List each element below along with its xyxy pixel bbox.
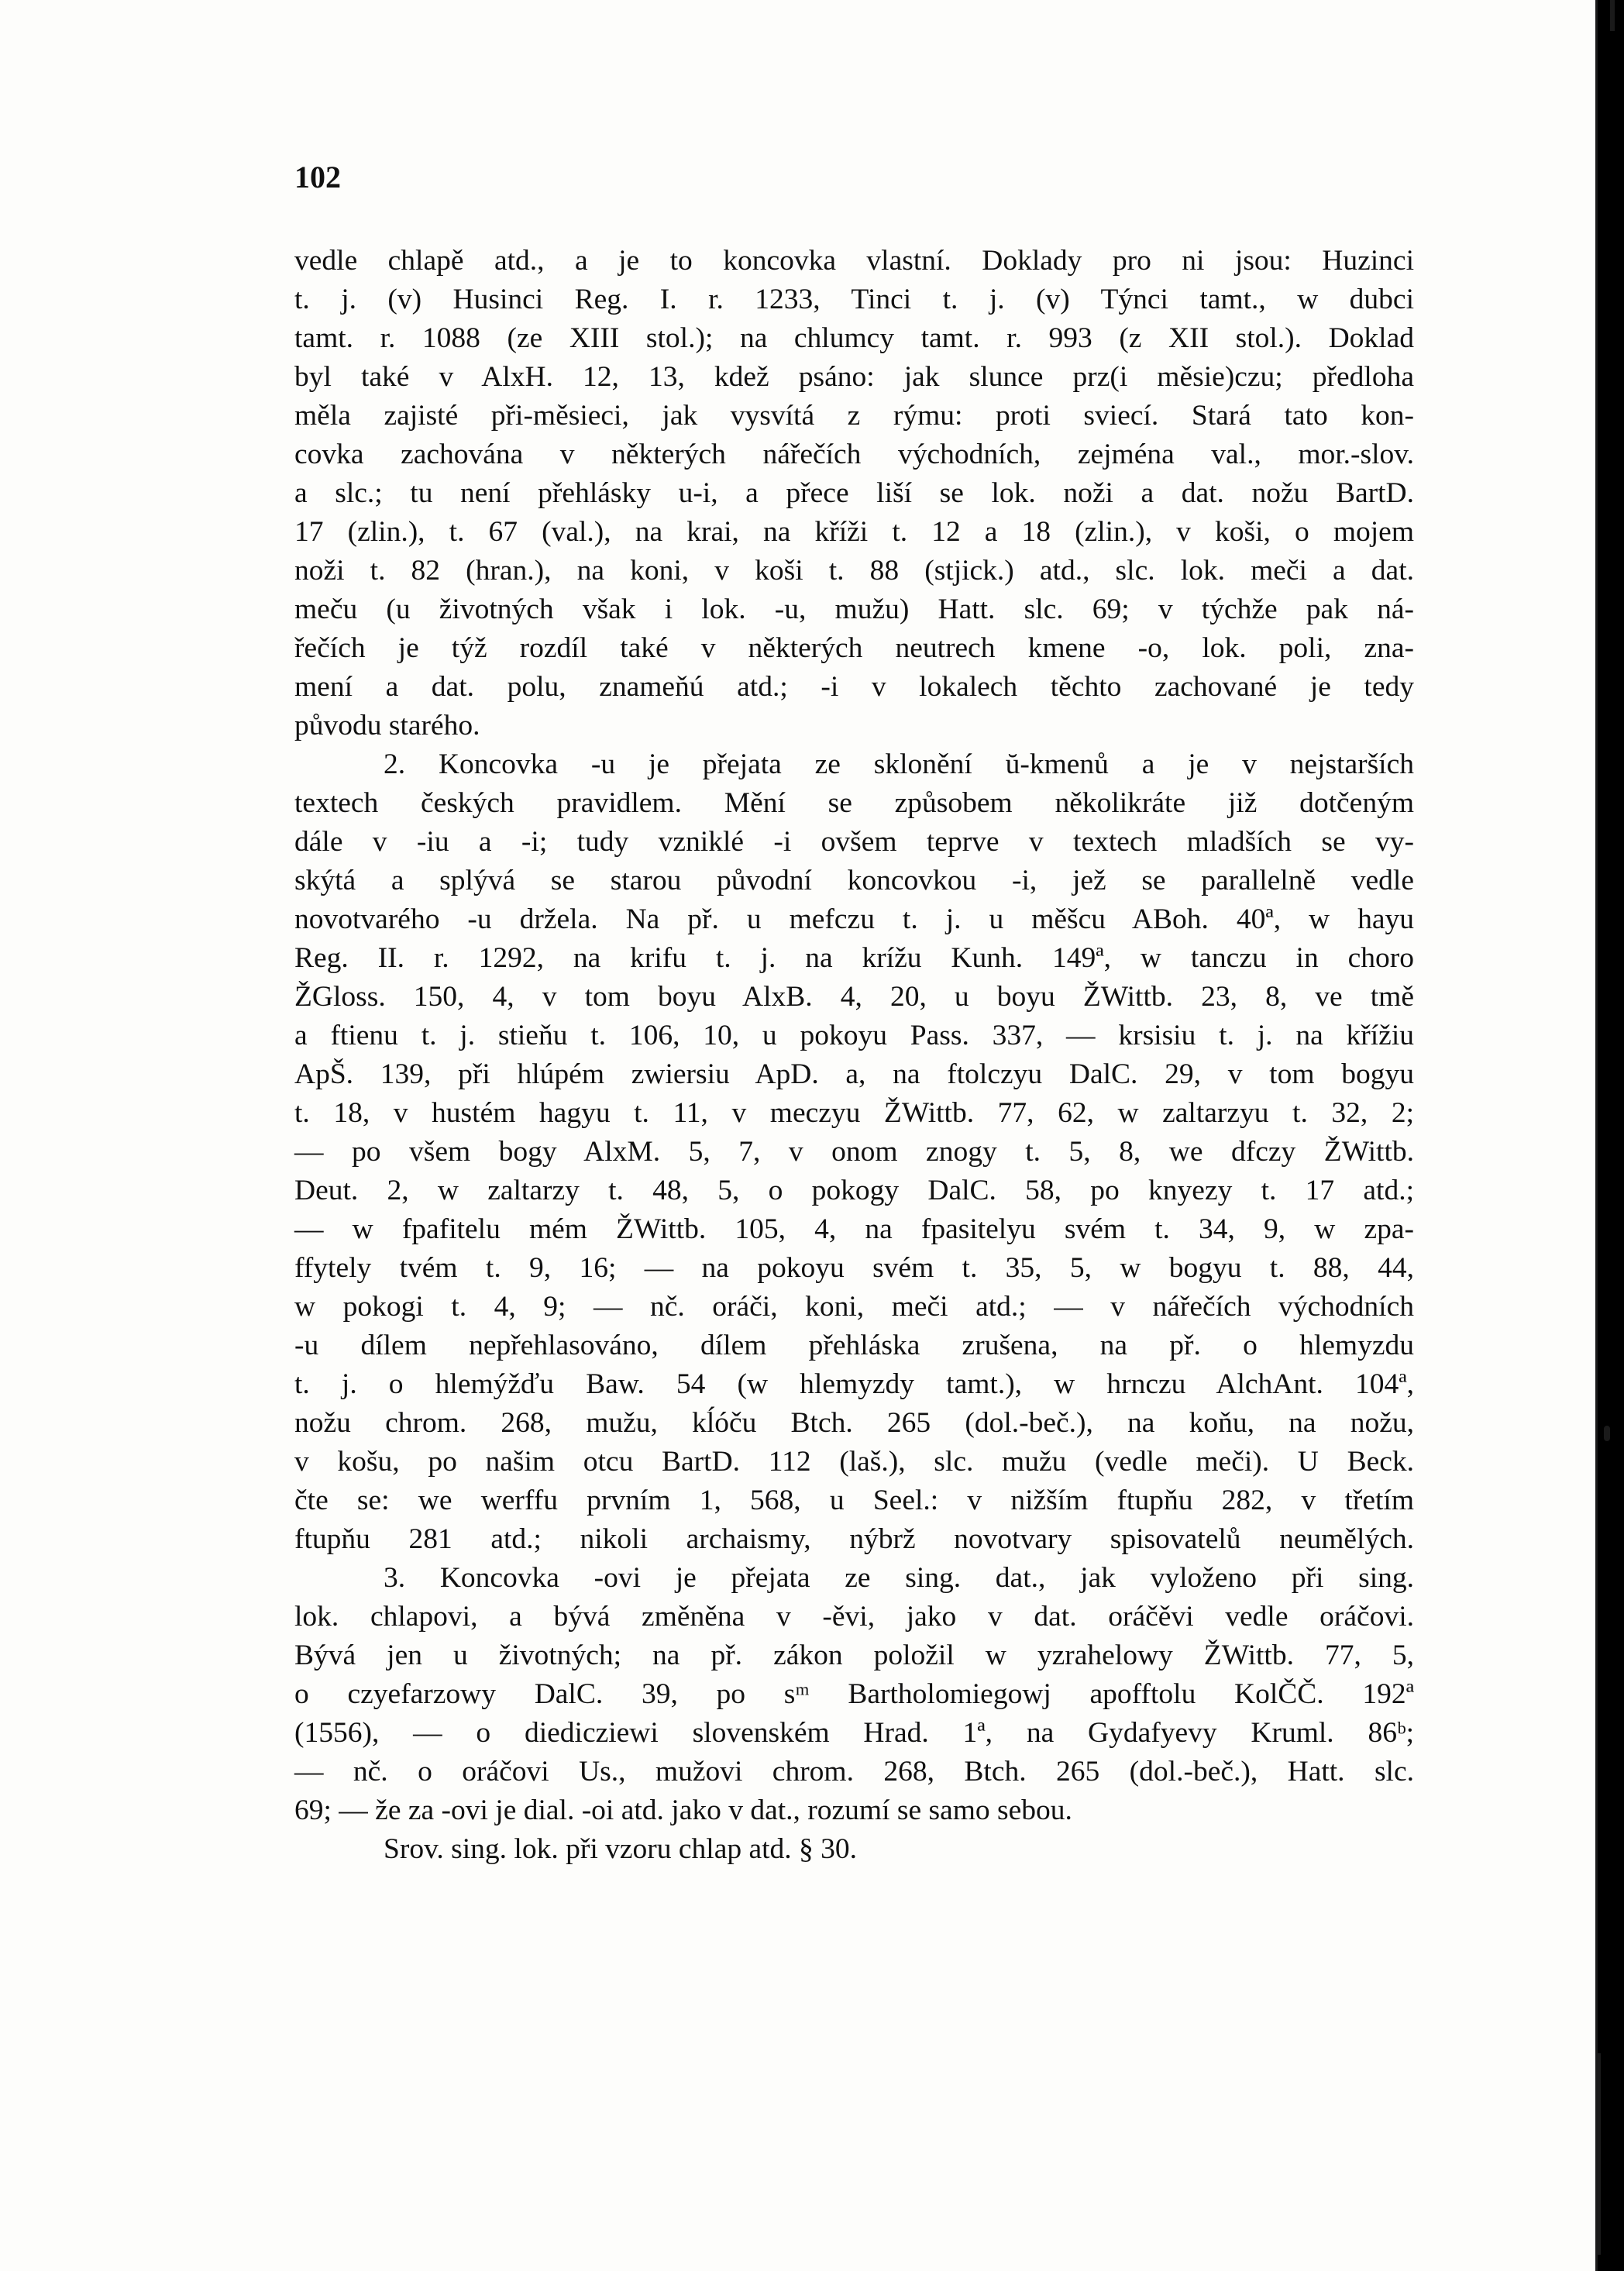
text-line: novotvarého -u držela. Na př. u mefczu t. j. u měšcu ABoh. 40ª, w hayu [294,903,1414,935]
text-line: vedle chlapě atd., a je to koncovka vlastní. Doklady pro ni jsou: Huzinci [294,245,1414,277]
text-line: řečích je týž rozdíl také v některých neutrech kmene -o, lok. poli, zna- [294,632,1414,664]
page-number: 102 [294,160,341,194]
text-line: 17 (zlin.), t. 67 (val.), na krai, na kříži t. 12 a 18 (zlin.), v koši, o mojem [294,516,1414,548]
page-edge-right [1595,0,1598,2271]
text-line: ffytely tvém t. 9, 16; — na pokoyu svém t. 35, 5, w bogyu t. 88, 44, [294,1252,1414,1284]
page-edge-mark-bottom [1598,2053,1601,2255]
text-line: skýtá a splývá se starou původní koncovkou -i, jež se parallelně vedle [294,865,1414,896]
text-line: čte se: we werffu prvním 1, 568, u Seel.: v nižším ftupňu 282, v třetím [294,1485,1414,1516]
text-line: t. j. (v) Husinci Reg. I. r. 1233, Tinci t. j. (v) Týnci tamt., w dubci [294,284,1414,315]
text-line: měla zajisté při-měsieci, jak vysvítá z rýmu: proti sviecí. Stará tato kon- [294,400,1414,432]
text-line: textech českých pravidlem. Mění se způsobem několikráte již dotčeným [294,787,1414,819]
text-line: původu starého. [294,710,480,742]
text-line: covka zachována v některých nářečích východních, zejména val., mor.-slov. [294,439,1414,470]
text-line: 69; — že za -ovi je dial. -oi atd. jako v dat., rozumí se samo sebou. [294,1794,1072,1826]
text-line: ApŠ. 139, při hlúpém zwiersiu ApD. a, na ftolczyu DalC. 29, v tom bogyu [294,1058,1414,1090]
text-line: t. 18, v hustém hagyu t. 11, v meczyu ŽWittb. 77, 62, w zaltarzyu t. 32, 2; [294,1097,1414,1129]
text-line: a slc.; tu není přehlásky u-i, a přece liší se lok. noži a dat. nožu BartD. [294,477,1414,509]
text-line: dále v -iu a -i; tudy vzniklé -i ovšem teprve v textech mladších se vy- [294,826,1414,858]
text-line: nožu chrom. 268, mužu, kĺóču Btch. 265 (dol.-beč.), na koňu, na nožu, [294,1407,1414,1439]
text-line: — po všem bogy AlxM. 5, 7, v onom znogy t. 5, 8, we dfczy ŽWittb. [294,1136,1414,1168]
text-line: o czyefarzowy DalC. 39, po sᵐ Bartholomiegowj apofftolu KolČČ. 192ª [294,1678,1414,1710]
text-line: Bývá jen u životných; na př. zákon položil w yzrahelowy ŽWittb. 77, 5, [294,1640,1414,1671]
text-line: (1556), — o diedicziewi slovenském Hrad. 1ª, na Gydafyevy Kruml. 86ᵇ; [294,1717,1414,1749]
text-line: — w fpafitelu mém ŽWittb. 105, 4, na fpasitelyu svém t. 34, 9, w zpa- [294,1213,1414,1245]
text-line: t. j. o hlemýžďu Baw. 54 (w hlemyzdy tamt.), w hrnczu AlchAnt. 104ª, [294,1368,1414,1400]
text-line: — nč. o oráčovi Us., mužovi chrom. 268, Btch. 265 (dol.-beč.), Hatt. slc. [294,1756,1414,1788]
text-line: 3. Koncovka -ovi je přejata ze sing. dat., jak vyloženo při sing. [384,1562,1414,1594]
page-edge-mark-top [1610,0,1615,31]
text-line: Deut. 2, w zaltarzy t. 48, 5, o pokogy DalC. 58, po knyezy t. 17 atd.; [294,1175,1414,1206]
text-line: 2. Koncovka -u je přejata ze sklonění ŭ-kmenů a je v nejstarších [384,748,1414,780]
text-line: Reg. II. r. 1292, na krifu t. j. na krížu Kunh. 149ª, w tanczu in choro [294,942,1414,974]
text-line: w pokogi t. 4, 9; — nč. oráči, koni, meči atd.; — v nářečích východních [294,1291,1414,1323]
text-line: ŽGloss. 150, 4, v tom boyu AlxB. 4, 20, u boyu ŽWittb. 23, 8, ve tmě [294,981,1414,1013]
text-line: noži t. 82 (hran.), na koni, v koši t. 88 (stjick.) atd., slc. lok. meči a dat. [294,555,1414,587]
text-line: ftupňu 281 atd.; nikoli archaismy, nýbrž novotvary spisovatelů neumělých. [294,1523,1414,1555]
text-line: a ftienu t. j. stieňu t. 106, 10, u pokoyu Pass. 337, — krsisiu t. j. na křížiu [294,1020,1414,1051]
text-line: v košu, po našim otcu BartD. 112 (laš.), slc. mužu (vedle meči). U Beck. [294,1446,1414,1478]
body-text [294,242,1414,1869]
text-line: tamt. r. 1088 (ze XIII stol.); na chlumcy tamt. r. 993 (z XII stol.). Doklad [294,322,1414,354]
text-line: byl také v AlxH. 12, 13, kdež psáno: jak slunce prz(i měsie)czu; předloha [294,361,1414,393]
text-line: Srov. sing. lok. při vzoru chlap atd. § 30. [384,1833,858,1865]
text-line: -u dílem nepřehlasováno, dílem přehláska zrušena, na př. o hlemyzdu [294,1330,1414,1361]
text-line: lok. chlapovi, a bývá změněna v -ěvi, jako v dat. oráčěvi vedle oráčovi. [294,1601,1414,1633]
text-line: meču (u životných však i lok. -u, mužu) Hatt. slc. 69; v týchže pak ná- [294,594,1414,625]
page-edge-mark-middle [1604,1426,1610,1441]
text-line: mení a dat. polu, znameňú atd.; -i v lokalech těchto zachované je tedy [294,671,1414,703]
